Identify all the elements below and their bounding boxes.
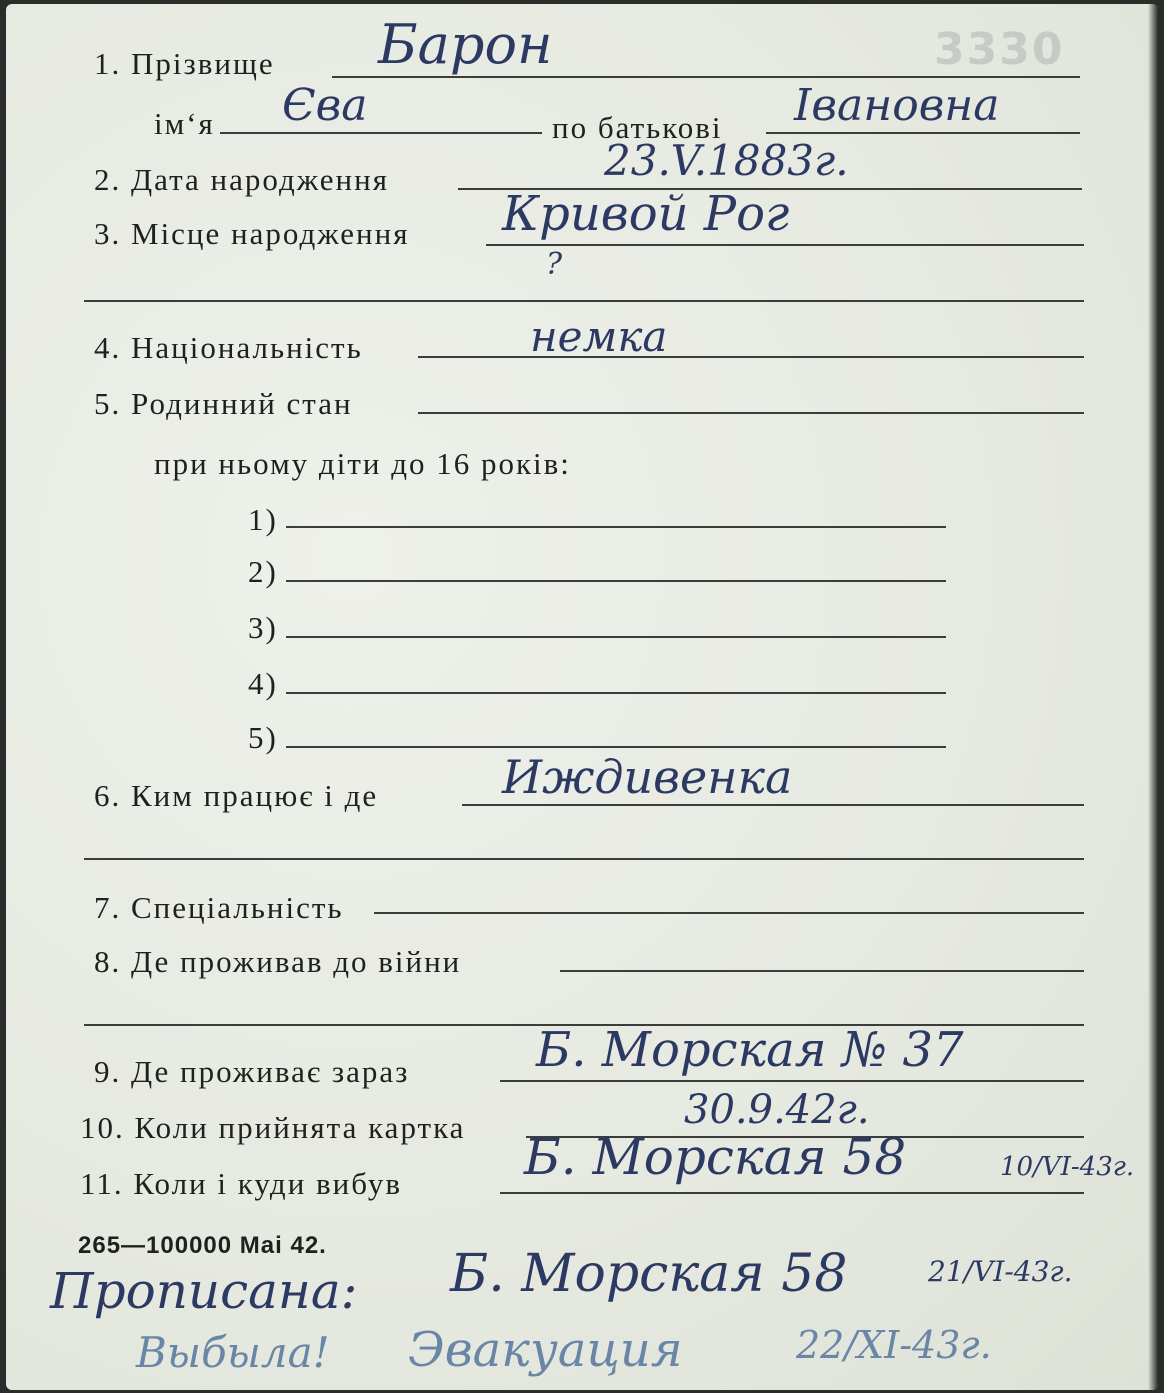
first-name-label: ім‘я xyxy=(154,106,215,141)
prewar-residence-line xyxy=(560,970,1084,972)
marital-label: 5. Родинний стан xyxy=(94,386,353,421)
patronymic-value: Івановна xyxy=(794,80,1000,131)
departure-address: Б. Морская 58 xyxy=(524,1128,907,1186)
registered-address: Б. Морская 58 xyxy=(450,1244,848,1304)
left-reason: Эвакуация xyxy=(408,1322,683,1378)
work-line xyxy=(462,804,1084,806)
birth-place-question-mark: ? xyxy=(546,247,563,282)
birth-date-label: 2. Дата народження xyxy=(94,162,389,197)
birth-place-value: Кривой Рог xyxy=(502,186,790,242)
child-1-line xyxy=(286,526,946,528)
birth-place-label: 3. Місце народження xyxy=(94,216,410,251)
surname-label: 1. Прізвище xyxy=(94,46,275,81)
card-date-value: 30.9.42г. xyxy=(684,1087,870,1133)
work-line-2 xyxy=(84,858,1084,860)
nationality-value: немка xyxy=(530,312,668,361)
child-5-label: 5) xyxy=(248,720,278,755)
child-2-line xyxy=(286,580,946,582)
child-4-label: 4) xyxy=(248,666,278,701)
child-2-label: 2) xyxy=(248,554,278,589)
print-code: 265—100000 Mai 42. xyxy=(78,1232,327,1259)
nationality-line xyxy=(418,356,1084,358)
birth-place-line-2 xyxy=(84,300,1084,302)
specialty-label: 7. Спеціальність xyxy=(94,890,344,925)
prewar-residence-label: 8. Де проживав до війни xyxy=(94,944,462,979)
left-date: 22/XI-43г. xyxy=(796,1323,992,1367)
card-edge-shadow xyxy=(1148,4,1158,1390)
work-label: 6. Ким працює і де xyxy=(94,778,379,813)
card-date-label: 10. Коли прийнята картка xyxy=(80,1110,466,1145)
child-3-line xyxy=(286,636,946,638)
current-residence-value: Б. Морская № 37 xyxy=(536,1022,964,1078)
child-4-line xyxy=(286,692,946,694)
surname-line xyxy=(332,76,1080,78)
departure-date: 10/VI-43г. xyxy=(1000,1152,1135,1182)
nationality-label: 4. Національність xyxy=(94,330,363,365)
children-label: при ньому діти до 16 років: xyxy=(154,446,571,481)
marital-line xyxy=(418,412,1084,414)
current-residence-line xyxy=(500,1080,1084,1082)
stamp-number: 3330 xyxy=(934,24,1065,75)
specialty-line xyxy=(374,912,1084,914)
departure-label: 11. Коли і куди вибув xyxy=(80,1166,402,1201)
child-5-line xyxy=(286,746,946,748)
child-1-label: 1) xyxy=(248,502,278,537)
surname-value: Барон xyxy=(378,13,553,76)
birth-date-value: 23.V.1883г. xyxy=(604,136,849,185)
work-value: Иждивенка xyxy=(502,750,793,804)
current-residence-label: 9. Де проживає зараз xyxy=(94,1054,410,1089)
registered-date: 21/VI-43г. xyxy=(928,1255,1073,1288)
first-name-value: Єва xyxy=(282,80,368,131)
patronymic-label: по батькові xyxy=(552,110,723,145)
departure-line xyxy=(500,1192,1084,1194)
first-name-line xyxy=(220,132,542,134)
left-label: Выбыла! xyxy=(136,1328,330,1377)
child-3-label: 3) xyxy=(248,610,278,645)
registration-card xyxy=(6,4,1158,1390)
registered-label: Прописана: xyxy=(50,1262,358,1320)
patronymic-line xyxy=(766,132,1080,134)
birth-place-line xyxy=(486,244,1084,246)
